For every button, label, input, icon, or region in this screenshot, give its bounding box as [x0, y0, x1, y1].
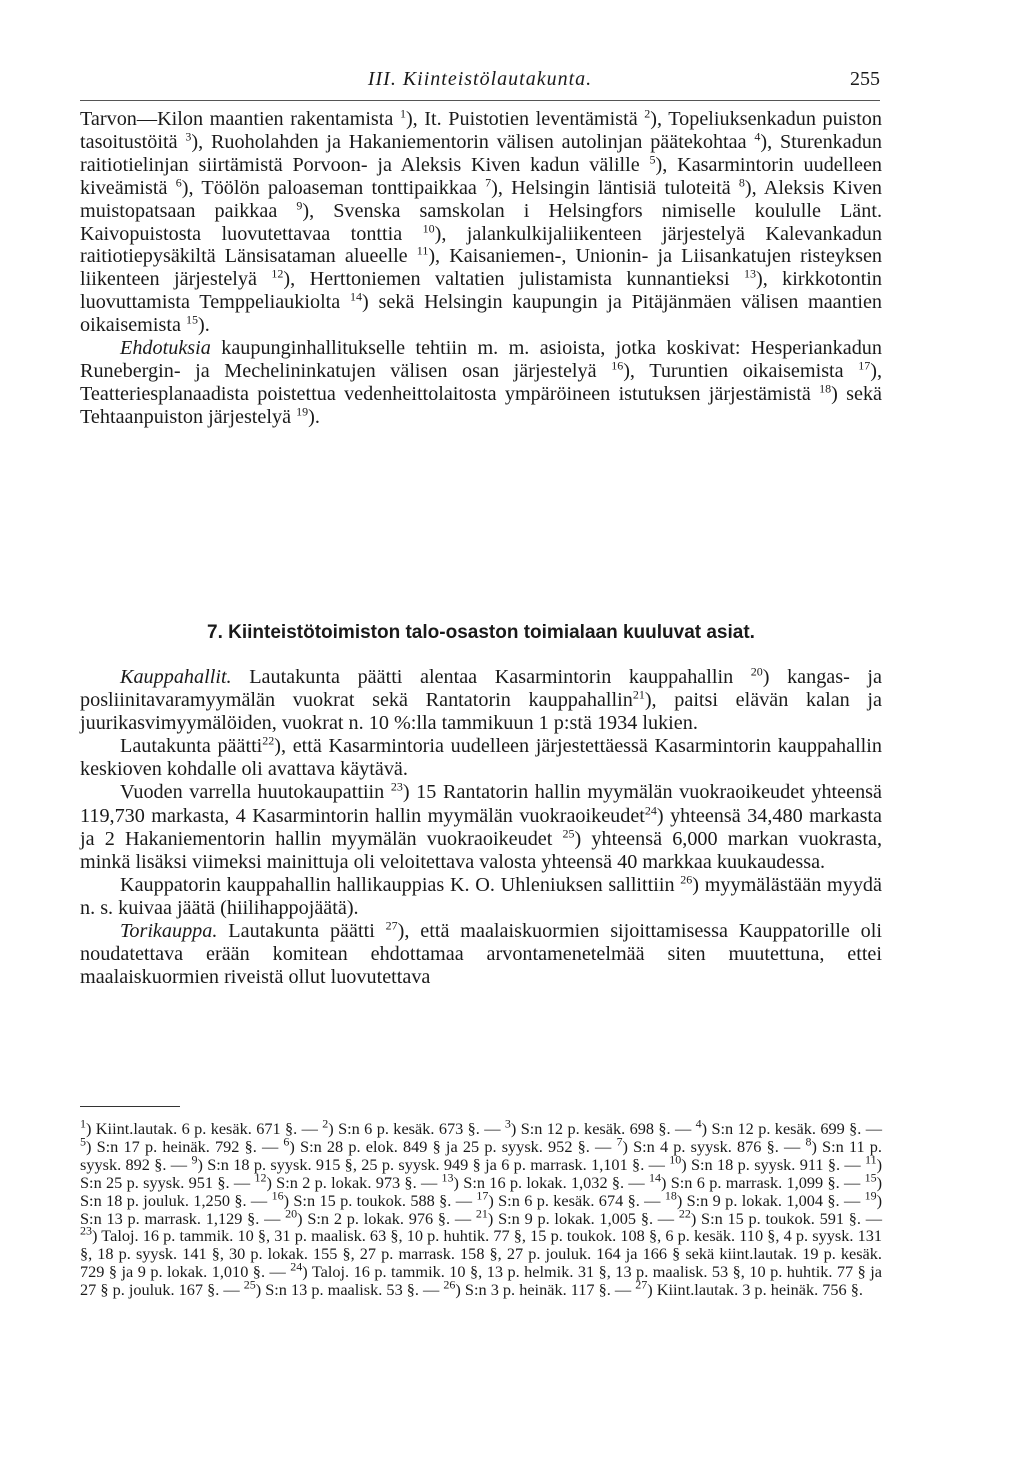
italic-lead: Kauppahallit. — [120, 666, 232, 688]
footnote-ref: 6 — [283, 1134, 290, 1149]
text-run: ) S:n 18 p. syysk. 915 §, 25 p. syysk. 949 § ja 6 p. marrask. 1,101 §. — — [197, 1154, 670, 1174]
text-run: kaupunginhallitukselle tehtiin m. m. asioista, jotka koskivat: Hesperiankadun Runebergin- ja Mechelininkatujen välisen osan järjestelyä — [80, 337, 882, 382]
text-run: ), Herttoniemen valtatien julistamista kunnantieksi — [283, 268, 744, 291]
footnote-ref: 6 — [175, 174, 182, 189]
footnote-ref: 25 — [562, 825, 575, 840]
text-run: ). — [308, 405, 320, 428]
text-run: ) myymälästään myydä n. s. kuivaa jäätä (hiilihappojäätä). — [80, 873, 882, 919]
footnote-ref: 18 — [819, 381, 832, 396]
footnote-ref: 11 — [865, 1152, 877, 1167]
text-run: ), Topeliuksenkadun puiston tasoitustöitä — [80, 108, 882, 153]
text-run: ) S:n 16 p. lokak. 1,032 §. — — [453, 1172, 649, 1192]
text-run: ), Aleksis Kiven muistopatsaan paikkaa — [80, 176, 882, 222]
text-run: ) 15 Rantatorin hallin myymälän vuokraoikeudet yhteensä 119,730 markasta, 4 Kasarmintorin hallin myymälän vuokraoikeudet — [80, 781, 882, 827]
text-run: ), Ruoholahden ja Hakaniementorin välisen autolinjan päätekohtaa — [191, 130, 755, 153]
footnote-ref: 26 — [443, 1277, 456, 1292]
footnote-ref: 13 — [441, 1170, 454, 1185]
footnote-ref: 19 — [296, 404, 309, 419]
footnote-ref: 16 — [611, 358, 624, 373]
running-head — [80, 68, 880, 98]
text-run: Kauppatorin kauppahallin hallikauppias K. O. Uhleniuksen sallittiin — [120, 873, 681, 896]
text-run: ) S:n 13 p. maalisk. 53 §. — — [255, 1280, 444, 1300]
text-run: Tarvon—Kilon maantien rakentamista — [80, 108, 400, 130]
footnote-ref: 14 — [649, 1170, 661, 1185]
text-run: ), Turuntien oikaisemista — [623, 359, 859, 382]
footnote-ref: 12 — [271, 266, 284, 281]
text-run: ) S:n 9 p. lokak. 1,004 §. — — [676, 1190, 865, 1210]
body-text-bottom — [80, 666, 882, 989]
text-run: ), että Kasarmintoria uudelleen järjestettäessä Kasarmintorin kauppahallin keskioven kohdalle oli avattava käytävä. — [80, 735, 882, 781]
paragraph — [80, 874, 882, 920]
footnote-ref: 22 — [678, 1206, 691, 1221]
footnote-ref: 3 — [504, 1116, 511, 1131]
footnote-ref: 1 — [399, 106, 406, 121]
footnote-ref: 17 — [476, 1188, 489, 1203]
footnote-paragraph — [80, 1116, 883, 1300]
footnote-ref: 8 — [805, 1134, 812, 1149]
text-run: Lautakunta päätti — [120, 735, 263, 758]
text-run: ) sekä Helsingin kaupungin ja Pitäjänmäen välisen maantien oikaisemista — [80, 291, 883, 337]
footnote-ref: 5 — [649, 152, 656, 167]
footnote-ref: 16 — [271, 1188, 284, 1203]
footnote-ref: 4 — [695, 1116, 702, 1131]
text-run: ) Taloj. 16 p. tammik. 10 §, 13 p. helmik. 31 §, 13 p. maalisk. 53 §, 10 p. huhtik. 77 § ja 27 § p. jouluk. 167 §. — — [80, 1262, 883, 1300]
footnote-ref: 9 — [296, 197, 303, 212]
text-run: ) S:n 15 p. toukok. 591 §. — — [690, 1208, 883, 1228]
text-run: ) yhteensä 6,000 markan vuokrasta, minkä lisäksi viimeksi mainittuja oli veloitettava valosta yhteensä 40 markkaa kuukaudessa. — [80, 827, 883, 873]
footnote-ref: 7 — [485, 174, 492, 189]
footnote-ref: 19 — [864, 1188, 877, 1203]
text-run: ), että maalaiskuormien sijoittamisessa Kauppatorille oli noudatettava erään komitean ehdottamaa arvontamenetelmää siten muutettuna, ettei maalaiskuormien riveistä ollut luovutettava — [80, 920, 882, 989]
text-run: ), Kaisaniemen-, Unionin- ja Liisankatujen risteyksen liikenteen järjestelyä — [80, 245, 883, 291]
paragraph — [80, 108, 882, 337]
footnote-ref: 20 — [750, 664, 763, 679]
text-run: ) S:n 18 p. jouluk. 1,250 §. — — [80, 1172, 882, 1210]
footnote-ref: 13 — [744, 266, 756, 281]
paragraph — [80, 920, 882, 989]
footnote-ref: 12 — [254, 1170, 267, 1185]
footnote-ref: 17 — [858, 358, 871, 373]
footnote-ref: 21 — [632, 687, 645, 702]
text-run: ), Svenska samskolan i Helsingfors nimiselle koululle Länt. Kaivopuistosta luovutettavaa tonttia — [80, 199, 882, 245]
italic-lead: Ehdotuksia — [120, 337, 211, 360]
text-run: ) S:n 6 p. kesäk. 674 §. — — [488, 1190, 665, 1210]
footnote-ref: 20 — [285, 1206, 298, 1221]
text-run: ) Kiint.lautak. 6 p. kesäk. 671 §. — — [86, 1119, 323, 1138]
footnote-ref: 8 — [738, 174, 745, 189]
footnote-ref: 23 — [80, 1224, 92, 1239]
footnote-ref: 15 — [185, 312, 198, 327]
text-run: ) yhteensä 34,480 markasta ja 2 Hakaniementorin hallin myymälän vuokraoikeudet — [80, 804, 882, 850]
text-run: ), kirkkotontin luovuttamista Temppeliaukiolta — [80, 268, 883, 314]
footnote-ref: 9 — [191, 1152, 198, 1167]
text-run: ) S:n 28 p. elok. 849 § ja 25 p. syysk. 952 §. — — [289, 1136, 617, 1156]
footnote-ref: 22 — [262, 733, 275, 748]
text-run: Lautakunta päätti alentaa Kasarmintorin kauppahallin — [231, 666, 751, 688]
footnote-ref: 24 — [644, 802, 657, 817]
header-rule — [80, 100, 880, 101]
paragraph — [80, 781, 882, 873]
text-run: ) S:n 11 p. syysk. 892 §. — — [80, 1136, 883, 1174]
footnote-ref: 5 — [80, 1134, 86, 1149]
footnote-ref: 27 — [385, 918, 398, 933]
text-run: ) S:n 2 p. lokak. 976 §. — — [297, 1208, 476, 1228]
footnote-ref: 23 — [390, 779, 403, 794]
text-run: ), paitsi elävän kalan ja juurikasvimyymälöiden, vuokrat n. 10 %:lla tammikuun 1 p:stä 1934 lukien. — [80, 689, 882, 735]
footnote-ref: 3 — [185, 129, 192, 144]
text-run: ), Kasarmintorin uudelleen kiveämistä — [80, 153, 882, 199]
text-run: ), Töölön paloaseman tonttipaikkaa — [181, 176, 486, 199]
text-run: ), Sturenkadun raitiotielinjan siirtämistä Porvoon- ja Aleksis Kiven kadun välille — [80, 130, 882, 176]
footnote-ref: 7 — [616, 1134, 623, 1149]
footnote-ref: 21 — [475, 1206, 488, 1221]
footnote-ref: 2 — [322, 1116, 329, 1131]
text-run: ) S:n 9 p. lokak. 1,005 §. — — [487, 1208, 679, 1228]
text-run: ), jalankulkijaliikenteen järjestelyä Kalevankadun raitiotiepysäkiltä Länsisataman alueelle — [80, 222, 882, 268]
paragraph — [80, 337, 882, 429]
footnote-ref: 10 — [669, 1152, 682, 1167]
text-run: ). — [197, 314, 210, 337]
text-run: ) kangas- ja posliinitavaramyymälän vuokrat sekä Rantatorin kauppahallin — [80, 666, 882, 712]
paragraph — [80, 666, 882, 735]
text-run: ) S:n 12 p. kesäk. 699 §. — — [701, 1119, 883, 1138]
text-run: ) S:n 12 p. kesäk. 698 §. — — [510, 1119, 696, 1138]
text-run: ) S:n 6 p. marrask. 1,099 §. — — [661, 1172, 865, 1192]
text-run: ) S:n 3 p. heinäk. 117 §. — — [455, 1280, 636, 1300]
footnote-ref: 25 — [243, 1277, 256, 1292]
text-run: ), Teatteriesplanaadista poistettua vedenheittolaitosta ympäröineen istutuksen järjestämistä — [80, 359, 882, 405]
footnote-ref: 10 — [422, 220, 435, 235]
running-head-title: III. Kiinteistölautakunta. — [367, 68, 593, 90]
footnote-ref: 27 — [635, 1277, 648, 1292]
footnote-ref: 26 — [680, 872, 693, 887]
section-heading: 7. Kiinteistötoimiston talo-osaston toimialaan kuuluvat asiat. — [207, 622, 755, 643]
footnote-ref: 15 — [864, 1170, 877, 1185]
text-run: ) S:n 18 p. syysk. 911 §. — — [681, 1154, 866, 1174]
footnote-ref: 24 — [290, 1259, 303, 1274]
text-run: ), Helsingin läntisiä tuloteitä — [491, 176, 739, 199]
footnote-ref: 11 — [416, 243, 429, 258]
footnote-ref: 4 — [754, 129, 761, 144]
text-run: ) S:n 25 p. syysk. 951 §. — — [80, 1154, 883, 1192]
footnote-ref: 14 — [350, 289, 362, 304]
text-run: ) Kiint.lautak. 3 p. heinäk. 756 §. — [647, 1280, 863, 1300]
italic-lead: Torikauppa. — [120, 920, 218, 943]
text-run: ), It. Puistotien leventämistä — [405, 108, 645, 130]
text-run: ) S:n 6 p. kesäk. 673 §. — — [328, 1119, 505, 1138]
text-run: ) S:n 13 p. marrask. 1,129 §. — — [80, 1190, 883, 1228]
footnote-rule — [80, 1106, 180, 1107]
footnote-ref: 1 — [80, 1116, 86, 1131]
page-number: 255 — [850, 68, 880, 90]
footnote-ref: 2 — [644, 106, 651, 121]
body-text-top — [80, 108, 882, 429]
text-run: ) S:n 2 p. lokak. 973 §. — — [266, 1172, 442, 1192]
text-run: ) S:n 17 p. heinäk. 792 §. — — [86, 1136, 284, 1156]
text-run: Vuoden varrella huutokaupattiin — [120, 781, 391, 804]
text-run: ) S:n 15 p. toukok. 588 §. — — [283, 1190, 477, 1210]
text-run: Lautakunta päätti — [217, 920, 386, 943]
text-run: ) sekä Tehtaanpuiston järjestelyä — [80, 382, 882, 428]
text-run: ) Taloj. 16 p. tammik. 10 §, 31 p. maalisk. 63 §, 10 p. huhtik. 77 §, 15 p. toukok. 108 §, 6 p. kesäk. 110 §, 4 p. syysk. 131 §, 18 p. syysk. 141 §, 30 p. lokak. 155 §, 27 p. marrask. 158 §, 27 p. jouluk. 164 ja 166 § sekä kiint.lautak. 19 p. kesäk. 729 § ja 9 p. lokak. 1,010 §. — — [80, 1226, 882, 1282]
footnotes — [80, 1116, 883, 1300]
text-run: ) S:n 4 p. syysk. 876 §. — — [622, 1136, 806, 1156]
paragraph — [80, 735, 882, 781]
footnote-ref: 18 — [664, 1188, 677, 1203]
